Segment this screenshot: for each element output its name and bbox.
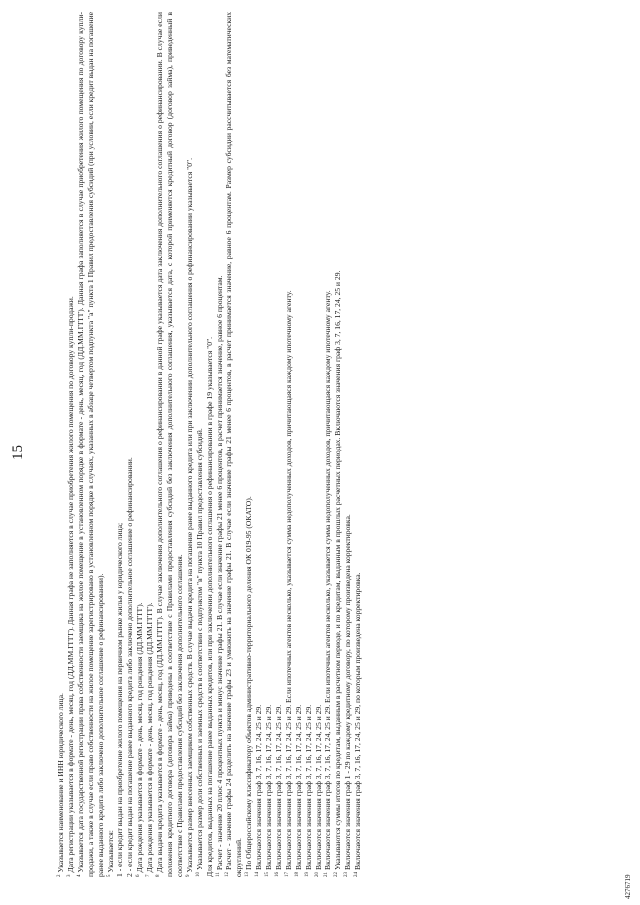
footnote-number: 21: [324, 872, 330, 877]
footnote-number: 11: [215, 872, 221, 877]
footnote: [125, 12, 135, 877]
footnote-number: 10: [195, 872, 201, 877]
footnote-number: 15: [265, 872, 271, 877]
footnote-number: 12: [225, 872, 231, 877]
footnote-text: Включаются значения граф 3, 7, 16, 17, 24, 25 и 29.: [303, 704, 313, 870]
footnote-number: 5: [106, 874, 112, 877]
page-number: 15: [10, 445, 26, 460]
footnote: [294, 12, 304, 877]
footnote-text: 2 - если кредит выдан на погашение ранее выданного кредита либо заключено дополнительное соглашение о рефинансировании.: [125, 457, 135, 877]
document-code: 4276719: [624, 874, 632, 899]
footnote-number: 7: [146, 874, 152, 877]
footnote-text: Расчет - значение 20 плюс 4 процентных пункта и минус значение графы 21. В случае если значение графы 21 менее 6 процентов, в расчет принимается значение, равное 6 процентам.: [214, 275, 224, 871]
footnote: [244, 12, 254, 877]
footnote-number: 14: [255, 872, 261, 877]
footnote: [145, 12, 155, 877]
footnote-number: 18: [294, 872, 300, 877]
footnote-text: Указывается:: [105, 830, 115, 873]
footnote: [274, 12, 284, 877]
footnote: [115, 12, 125, 877]
footnote-number: 19: [304, 872, 310, 877]
footnote-text: Указывается дата государственной регистрации права собственности заемщика на жилое помещение в установленном порядке в формате - день, месяц, год (ДД.ММ.ГГГГ). Данная графа заполняется в случае приобретения жилого помещения по договору купли-продажи, а также в случае если право собственности на жилое помещение зарегистрировано в установленном порядке в случаях, указанных в абзаце четвертом подпункта "а" пункта 1 Правил предоставления субсидий (при условии, если кредит выдан на погашение ранее выданного кредита либо заключено дополнительное соглашение о рефинансировании).: [75, 12, 105, 877]
footnotes-block: [56, 12, 363, 877]
footnote-text: Дата рождения указывается в формате - день, месяц, год рождения (ДД.ММ.ГГГГ).: [145, 602, 155, 873]
footnote: [215, 12, 225, 877]
footnote-text: Указываются суммы итогов по кредитам, выданным в расчетном периоде, и по кредитам, выданным в прошлых расчетных периодах. Включаются значения граф 3, 7, 16, 17, 24, 25 и 29.: [333, 270, 343, 870]
footnote: [314, 12, 324, 877]
footnote-text: Указывается размер доли собственных и заемных средств в соответствии с подпунктом "в" пункта 10 Правил предоставления субсидий.: [194, 428, 204, 870]
footnote-text: Включаются значения граф 3, 7, 16, 17, 24, 25 и 29.: [293, 704, 303, 870]
footnote-text: Включаются значения граф 3, 7, 16, 17, 24, 25 и 29.: [273, 704, 283, 870]
footnote: [343, 12, 353, 877]
footnote-text: Дата рождения указывается в формате - день, месяц, год рождения (ДД.ММ.ГГГГ).: [135, 602, 145, 873]
footnote-text: По Общероссийскому классификатору объектов административно-территориального деления ОК 019-95 (ОКАТО).: [244, 496, 254, 870]
footnote-text: Включаются значения граф 3, 7, 16, 17, 24, 25 и 29, по которым произведена корректировка.: [353, 572, 363, 870]
footnote-number: 8: [156, 874, 162, 877]
footnote-text: Указывается размер внесенных заемщиком собственных средств. В случае выдачи кредита на погашение ранее выданного кредита или при заключении дополнительного соглашения о рефинансировании указывается "0".: [184, 158, 194, 873]
footnote-text: Включаются значения граф 3, 7, 16, 17, 24, 25 и 29.: [264, 704, 274, 870]
footnote-text: Дата регистрации указывается в формате - день, месяц, год (ДД.ММ.ГГГГ). Данная графа не заполняется в случае приобретения жилого помещения по договору купли-продажи.: [65, 296, 75, 873]
footnote-text: Включаются значения граф 3, 7, 16, 17, 24, 25 и 29. Если ипотечных агентов несколько, указывается сумма недополученных доходов, причитающаяся каждому ипотечному агенту.: [283, 290, 293, 870]
footnote-text: Включаются значения граф 3, 7, 16, 17, 24, 25 и 29. Если ипотечных агентов несколько, указывается сумма недополученных доходов, причитающаяся каждому ипотечному агенту.: [323, 290, 333, 870]
footnote-text: Расчет - значение графы 24 разделить на значение графы 23 и умножить на значение графы 21. В случае если значение графы 21 менее 6 процентов, в расчет принимается значение, равное 6 процентам. Размер субсидии рассчитывается без математических округлений.: [224, 12, 244, 877]
footnote: [76, 12, 106, 877]
footnote: [264, 12, 274, 877]
footnote: [56, 12, 66, 877]
footnote: [333, 12, 343, 877]
footnote: [185, 12, 195, 877]
footnote-number: 22: [334, 872, 340, 877]
footnote: [66, 12, 76, 877]
footnote-number: 3: [66, 874, 72, 877]
footnote-text: Включаются значения граф 3, 7, 16, 17, 24, 25 и 29.: [254, 704, 264, 870]
footnote-text: Указывается наименование и ИНН юридического лица.: [56, 693, 65, 873]
footnote: [323, 12, 333, 877]
footnote: [195, 12, 205, 877]
footnote-text: 1 - если кредит выдан на приобретение жилого помещения на первичном рынке жилья у юридического лица;: [115, 522, 125, 877]
footnote: [135, 12, 145, 877]
footnote-number: 2: [57, 874, 62, 877]
footnote-number: 20: [314, 872, 320, 877]
footnote-text: Включаются значения граф 3, 7, 16, 17, 24, 25 и 29.: [313, 704, 323, 870]
footnote: [224, 12, 244, 877]
footnote: [353, 12, 363, 877]
footnote-number: 16: [274, 872, 280, 877]
footnote-number: 17: [284, 872, 290, 877]
footnote: [155, 12, 185, 877]
footnote-number: 13: [245, 872, 251, 877]
footnote-number: 4: [76, 874, 82, 877]
footnote: [304, 12, 314, 877]
footnote: [106, 12, 116, 877]
footnote-text: Включаются значения граф 1 - 29 по каждому кредитному договору, по которому произведена корректировка.: [343, 514, 353, 870]
footnote-number: 6: [136, 874, 142, 877]
footnote-number: 9: [185, 874, 191, 877]
footnote: [284, 12, 294, 877]
footnote-number: 23: [344, 872, 350, 877]
footnote-number: 24: [354, 872, 360, 877]
footnote-text: Для кредитов, выданных на погашение ранее выданных кредитов, или при заключении дополнительного соглашения о рефинансировании в графе 19 указывается "0".: [204, 336, 214, 877]
footnote-text: Дата выдачи кредита указывается в формате - день, месяц, год (ДД.ММ.ГГГГ). В случае заключения дополнительного соглашения о рефинансировании в данной графе указывается дата заключения дополнительного соглашения о рефинансировании. В случае если положения кредитного договора (договора займа) приведены в соответствие с Правилами предоставления субсидий без заключения дополнительного соглашения, указывается дата, с которой применяется кредитный договор (договор займа), приведенный в соответствие с Правилами предоставления субсидий без заключения дополнительного соглашения.: [155, 12, 184, 877]
footnote: [205, 12, 215, 877]
footnote: [254, 12, 264, 877]
